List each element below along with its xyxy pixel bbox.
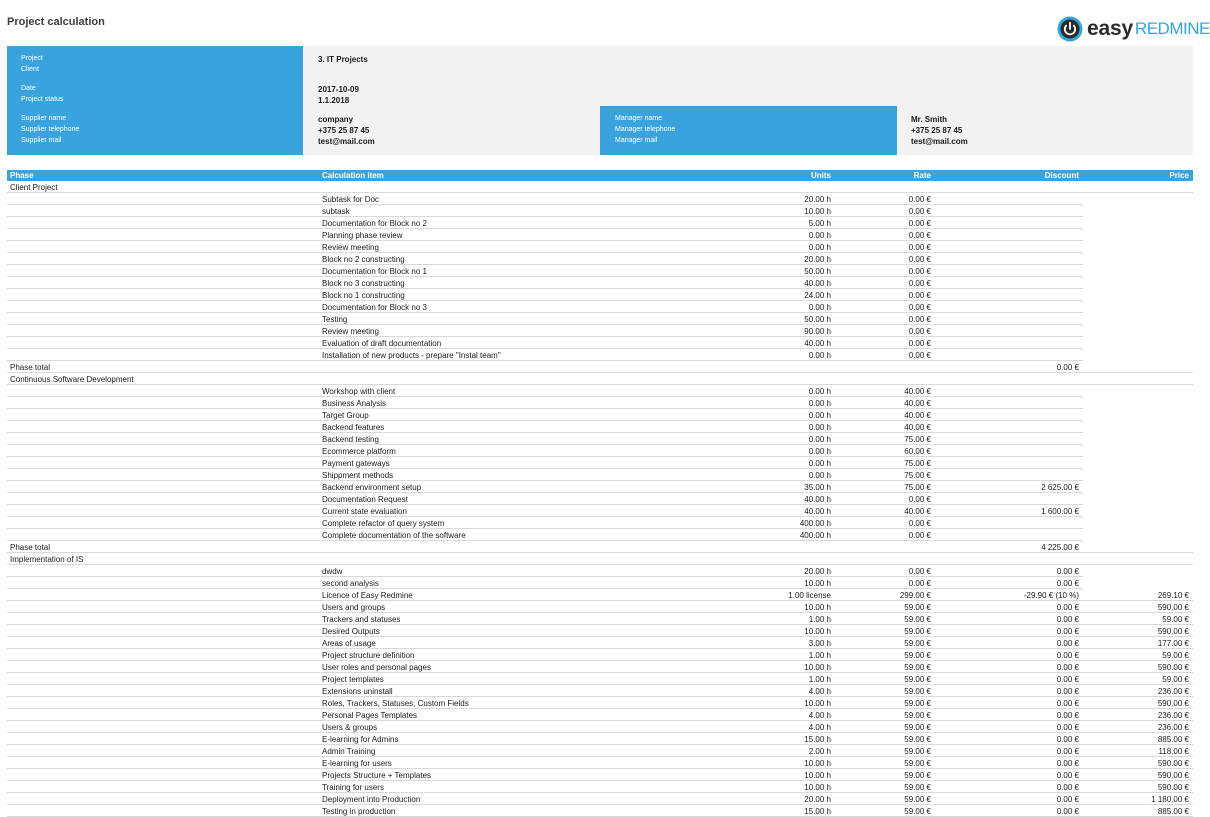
page-title: Project calculation	[7, 16, 105, 28]
rate-cell: 60.00 €	[904, 447, 931, 456]
discount-cell: 0.00 €	[1056, 675, 1079, 684]
units-cell: 0.00 h	[808, 243, 831, 252]
power-icon	[1057, 16, 1083, 42]
price-cell: 59.00 €	[1162, 615, 1189, 624]
rate-cell: 59.00 €	[904, 723, 931, 732]
phase-total-value: 4 225.00 €	[1041, 543, 1079, 552]
units-cell: 4.00 h	[808, 711, 831, 720]
calculation-item-cell: Review meeting	[322, 327, 379, 336]
units-cell: 10.00 h	[804, 783, 831, 792]
rate-cell: 0.00 €	[908, 207, 931, 216]
calculation-item-cell: Backend features	[322, 423, 385, 432]
units-cell: 35.00 h	[804, 483, 831, 492]
discount-cell: 0.00 €	[1056, 795, 1079, 804]
table-row	[7, 757, 1193, 769]
units-cell: 0.00 h	[808, 423, 831, 432]
price-cell: 590.00 €	[1157, 603, 1189, 612]
units-cell: 10.00 h	[804, 603, 831, 612]
calculation-item-cell: Block no 2 constructing	[322, 255, 405, 264]
units-cell: 0.00 h	[808, 411, 831, 420]
project-label: Project	[21, 55, 43, 62]
rate-cell: 40.00 €	[904, 423, 931, 432]
table-row	[7, 217, 1193, 229]
calculation-item-cell: Evaluation of draft documentation	[322, 339, 442, 348]
table-row	[7, 349, 1193, 361]
calculation-item-cell: dwdw	[322, 567, 343, 576]
calculation-item-cell: Complete refactor of query system	[322, 519, 445, 528]
table-row	[7, 313, 1193, 325]
units-cell: 0.00 h	[808, 387, 831, 396]
units-cell: 50.00 h	[804, 315, 831, 324]
calculation-item-cell: Project templates	[322, 675, 384, 684]
phase-name: Continuous Software Development	[10, 375, 134, 384]
calculation-item-cell: Users and groups	[322, 603, 386, 612]
table-row	[7, 565, 1193, 577]
project-status-value: 1.1.2018	[318, 96, 350, 105]
price-cell: 177.00 €	[1157, 639, 1189, 648]
rate-cell: 59.00 €	[904, 639, 931, 648]
discount-cell: 0.00 €	[1056, 759, 1079, 768]
table-row	[7, 781, 1193, 793]
calculation-item-cell: Subtask for Doc	[322, 195, 379, 204]
table-row	[7, 325, 1193, 337]
price-cell: 590.00 €	[1157, 759, 1189, 768]
rate-cell: 59.00 €	[904, 603, 931, 612]
calculation-item-cell: Ecommerce platform	[322, 447, 396, 456]
calculation-item-cell: Testing in production	[322, 807, 396, 816]
rate-cell: 59.00 €	[904, 627, 931, 636]
price-cell: 1 180.00 €	[1151, 795, 1189, 804]
rate-cell: 0.00 €	[908, 231, 931, 240]
calculation-item-cell: Planning phase review	[322, 231, 403, 240]
table-row	[7, 673, 1193, 685]
price-cell: 269.10 €	[1157, 591, 1189, 600]
manager-telephone-label: Manager telephone	[615, 126, 676, 133]
table-row	[7, 397, 1193, 409]
units-cell: 1.00 license	[788, 591, 831, 600]
calculation-item-cell: Projects Structure + Templates	[322, 771, 432, 780]
units-cell: 0.00 h	[808, 231, 831, 240]
units-cell: 10.00 h	[804, 579, 831, 588]
units-cell: 1.00 h	[808, 675, 831, 684]
table-row	[7, 253, 1193, 265]
logo-text-redmine: REDMINE	[1134, 19, 1210, 38]
units-cell: 0.00 h	[808, 351, 831, 360]
rate-cell: 40.00 €	[904, 507, 931, 516]
calculation-item-cell: Project structure definition	[322, 651, 415, 660]
units-cell: 15.00 h	[804, 735, 831, 744]
supplier-name-value: company	[318, 115, 354, 124]
discount-cell: 0.00 €	[1056, 723, 1079, 732]
price-cell: 885.00 €	[1157, 807, 1189, 816]
manager-mail-label: Manager mail	[615, 137, 658, 144]
units-cell: 1.00 h	[808, 615, 831, 624]
discount-cell: 0.00 €	[1056, 603, 1079, 612]
calculation-item-cell: Training for users	[322, 783, 384, 792]
table-row	[7, 637, 1193, 649]
units-cell: 10.00 h	[804, 627, 831, 636]
units-cell: 400.00 h	[799, 519, 831, 528]
rate-cell: 59.00 €	[904, 687, 931, 696]
calculation-item-cell: Block no 3 constructing	[322, 279, 405, 288]
discount-cell: 0.00 €	[1056, 663, 1079, 672]
units-cell: 4.00 h	[808, 723, 831, 732]
units-cell: 40.00 h	[804, 495, 831, 504]
units-cell: 4.00 h	[808, 687, 831, 696]
units-cell: 10.00 h	[804, 771, 831, 780]
units-cell: 0.00 h	[808, 459, 831, 468]
phase-row	[7, 181, 1193, 193]
calculation-item-cell: Documentation for Block no 3	[322, 303, 427, 312]
rate-cell: 59.00 €	[904, 771, 931, 780]
table-row	[7, 685, 1193, 697]
supplier-telephone-label: Supplier telephone	[21, 126, 80, 133]
calculation-item-cell: Documentation Request	[322, 495, 408, 504]
table-row	[7, 289, 1193, 301]
rate-column-header: Rate	[913, 171, 931, 180]
rate-cell: 75.00 €	[904, 471, 931, 480]
calculation-item-cell: Documentation for Block no 1	[322, 267, 427, 276]
phase-total-row	[7, 541, 1193, 553]
discount-cell: -29.90 € (10 %)	[1023, 591, 1079, 600]
table-row	[7, 661, 1193, 673]
calculation-item-cell: E-learning for Admins	[322, 735, 399, 744]
calculation-item-cell: Complete documentation of the software	[322, 531, 466, 540]
units-cell: 20.00 h	[804, 567, 831, 576]
rate-cell: 0.00 €	[908, 195, 931, 204]
calculation-item-column-header: Calculation item	[322, 171, 384, 180]
calculation-item-cell: Testing	[322, 315, 348, 324]
calculation-item-cell: Payment gateways	[322, 459, 390, 468]
rate-cell: 59.00 €	[904, 783, 931, 792]
calculation-item-cell: Roles, Trackers, Statuses, Custom Fields	[322, 699, 469, 708]
table-row	[7, 421, 1193, 433]
supplier-mail-label: Supplier mail	[21, 137, 62, 144]
rate-cell: 0.00 €	[908, 279, 931, 288]
units-cell: 400.00 h	[799, 531, 831, 540]
rate-cell: 0.00 €	[908, 255, 931, 264]
price-cell: 885.00 €	[1157, 735, 1189, 744]
calculation-item-cell: Current state evaluation	[322, 507, 407, 516]
table-row	[7, 229, 1193, 241]
rate-cell: 0.00 €	[908, 267, 931, 276]
rate-cell: 59.00 €	[904, 747, 931, 756]
discount-cell: 0.00 €	[1056, 783, 1079, 792]
project-status-label: Project status	[21, 96, 64, 103]
table-row	[7, 805, 1193, 817]
table-row	[7, 481, 1193, 493]
units-cell: 0.00 h	[808, 471, 831, 480]
calculation-item-cell: second analysis	[322, 579, 379, 588]
rate-cell: 59.00 €	[904, 675, 931, 684]
calculation-item-cell: Personal Pages Templates	[322, 711, 418, 720]
rate-cell: 59.00 €	[904, 795, 931, 804]
discount-cell: 0.00 €	[1056, 627, 1079, 636]
rate-cell: 0.00 €	[908, 495, 931, 504]
table-row	[7, 709, 1193, 721]
phase-total-row	[7, 361, 1193, 373]
price-cell: 590.00 €	[1157, 771, 1189, 780]
table-row	[7, 769, 1193, 781]
table-row	[7, 469, 1193, 481]
easy-redmine-logo	[1057, 15, 1210, 43]
table-row	[7, 457, 1193, 469]
price-cell: 590.00 €	[1157, 663, 1189, 672]
table-row	[7, 721, 1193, 733]
table-row	[7, 241, 1193, 253]
discount-cell: 0.00 €	[1056, 711, 1079, 720]
calculation-item-cell: Block no 1 constructing	[322, 291, 405, 300]
units-cell: 0.00 h	[808, 435, 831, 444]
logo-text-easy: easy	[1087, 17, 1133, 40]
table-row	[7, 193, 1193, 205]
rate-cell: 40.00 €	[904, 399, 931, 408]
table-row	[7, 601, 1193, 613]
discount-cell: 0.00 €	[1056, 747, 1079, 756]
phase-total-label: Phase total	[10, 543, 51, 552]
units-cell: 0.00 h	[808, 303, 831, 312]
units-cell: 5.00 h	[808, 219, 831, 228]
rate-cell: 59.00 €	[904, 807, 931, 816]
rate-cell: 75.00 €	[904, 483, 931, 492]
rate-cell: 0.00 €	[908, 303, 931, 312]
discount-cell: 0.00 €	[1056, 639, 1079, 648]
phase-name: Implementation of IS	[10, 555, 84, 564]
table-row	[7, 385, 1193, 397]
units-column-header: Units	[811, 171, 831, 180]
table-row	[7, 301, 1193, 313]
rate-cell: 59.00 €	[904, 735, 931, 744]
table-row	[7, 625, 1193, 637]
manager-name-value: Mr. Smith	[911, 115, 948, 124]
units-cell: 40.00 h	[804, 279, 831, 288]
rate-cell: 59.00 €	[904, 615, 931, 624]
rate-cell: 0.00 €	[908, 219, 931, 228]
discount-cell: 0.00 €	[1056, 579, 1079, 588]
price-cell: 590.00 €	[1157, 783, 1189, 792]
units-cell: 20.00 h	[804, 195, 831, 204]
table-row	[7, 733, 1193, 745]
discount-column-header: Discount	[1044, 171, 1079, 180]
phase-name: Client Project	[10, 183, 58, 192]
rate-cell: 75.00 €	[904, 435, 931, 444]
units-cell: 0.00 h	[808, 447, 831, 456]
table-row	[7, 649, 1193, 661]
rate-cell: 59.00 €	[904, 711, 931, 720]
price-column-header: Price	[1169, 171, 1189, 180]
calculation-item-cell: Installation of new products - prepare "Instal team"	[322, 351, 501, 360]
calculation-item-cell: Shippment methods	[322, 471, 394, 480]
table-row	[7, 529, 1193, 541]
price-cell: 590.00 €	[1157, 627, 1189, 636]
rate-cell: 0.00 €	[908, 519, 931, 528]
discount-cell: 0.00 €	[1056, 735, 1079, 744]
rate-cell: 0.00 €	[908, 315, 931, 324]
calculation-item-cell: Workshop with client	[322, 387, 396, 396]
units-cell: 1.00 h	[808, 651, 831, 660]
units-cell: 10.00 h	[804, 759, 831, 768]
rate-cell: 0.00 €	[908, 243, 931, 252]
calculation-item-cell: Business Analysis	[322, 399, 387, 408]
project-value: 3. IT Projects	[318, 55, 368, 64]
calculation-item-cell: Target Group	[322, 411, 369, 420]
units-cell: 40.00 h	[804, 507, 831, 516]
calculation-item-cell: Users & groups	[322, 723, 378, 732]
units-cell: 40.00 h	[804, 339, 831, 348]
price-cell: 590.00 €	[1157, 699, 1189, 708]
calculation-item-cell: E-learning for users	[322, 759, 392, 768]
date-label: Date	[21, 85, 36, 92]
calculation-item-cell: Desired Outputs	[322, 627, 380, 636]
calculation-item-cell: Documentation for Block no 2	[322, 219, 427, 228]
rate-cell: 299.00 €	[899, 591, 931, 600]
units-cell: 50.00 h	[804, 267, 831, 276]
rate-cell: 59.00 €	[904, 699, 931, 708]
calculation-item-cell: Extensions uninstall	[322, 687, 393, 696]
discount-cell: 2 625.00 €	[1041, 483, 1079, 492]
discount-cell: 0.00 €	[1056, 687, 1079, 696]
rate-cell: 0.00 €	[908, 351, 931, 360]
discount-cell: 0.00 €	[1056, 567, 1079, 576]
table-row	[7, 493, 1193, 505]
price-cell: 118.00 €	[1158, 747, 1189, 756]
table-row	[7, 277, 1193, 289]
calculation-item-cell: Licence of Easy Redmine	[322, 591, 413, 600]
calculation-item-cell: Areas of usage	[322, 639, 376, 648]
rate-cell: 0.00 €	[908, 567, 931, 576]
calculation-item-cell: Backend environment setup	[322, 483, 422, 492]
table-row	[7, 409, 1193, 421]
units-cell: 10.00 h	[804, 699, 831, 708]
manager-name-label: Manager name	[615, 115, 663, 122]
supplier-mail-value: test@mail.com	[318, 137, 375, 146]
supplier-name-label: Supplier name	[21, 115, 67, 122]
calculation-item-cell: User roles and personal pages	[322, 663, 431, 672]
price-cell: 59.00 €	[1162, 675, 1189, 684]
table-row	[7, 697, 1193, 709]
phase-row	[7, 553, 1193, 565]
table-row	[7, 205, 1193, 217]
table-row	[7, 445, 1193, 457]
rate-cell: 0.00 €	[908, 531, 931, 540]
price-cell: 236.00 €	[1157, 711, 1189, 720]
rate-cell: 59.00 €	[904, 663, 931, 672]
discount-cell: 0.00 €	[1056, 699, 1079, 708]
phase-total-value: 0.00 €	[1056, 363, 1079, 372]
units-cell: 3.00 h	[808, 639, 831, 648]
phase-column-header: Phase	[10, 171, 34, 180]
rate-cell: 0.00 €	[908, 327, 931, 336]
units-cell: 20.00 h	[804, 795, 831, 804]
calculation-item-cell: Admin Training	[322, 747, 376, 756]
units-cell: 2.00 h	[808, 747, 831, 756]
phase-row	[7, 373, 1193, 385]
rate-cell: 40.00 €	[904, 411, 931, 420]
discount-cell: 0.00 €	[1056, 651, 1079, 660]
units-cell: 10.00 h	[804, 207, 831, 216]
calculation-table-body	[7, 181, 1193, 817]
supplier-telephone-value: +375 25 87 45	[318, 126, 370, 135]
table-row	[7, 337, 1193, 349]
calculation-item-cell: Deployment into Production	[322, 795, 421, 804]
client-label: Client	[21, 66, 39, 73]
calculation-item-cell: Review meeting	[322, 243, 379, 252]
price-cell: 59.00 €	[1162, 651, 1189, 660]
units-cell: 10.00 h	[804, 663, 831, 672]
units-cell: 24.00 h	[804, 291, 831, 300]
table-row	[7, 433, 1193, 445]
rate-cell: 59.00 €	[904, 651, 931, 660]
rate-cell: 40.00 €	[904, 387, 931, 396]
units-cell: 20.00 h	[804, 255, 831, 264]
table-row	[7, 265, 1193, 277]
rate-cell: 59.00 €	[904, 759, 931, 768]
discount-cell: 1 600.00 €	[1041, 507, 1079, 516]
rate-cell: 0.00 €	[908, 339, 931, 348]
table-row	[7, 793, 1193, 805]
units-cell: 15.00 h	[804, 807, 831, 816]
price-cell: 236.00 €	[1157, 723, 1189, 732]
manager-telephone-value: +375 25 87 45	[911, 126, 963, 135]
manager-mail-value: test@mail.com	[911, 137, 968, 146]
rate-cell: 0.00 €	[908, 291, 931, 300]
discount-cell: 0.00 €	[1056, 807, 1079, 816]
rate-cell: 75.00 €	[904, 459, 931, 468]
discount-cell: 0.00 €	[1056, 771, 1079, 780]
table-row	[7, 745, 1193, 757]
calculation-item-cell: subtask	[322, 207, 350, 216]
table-row	[7, 589, 1193, 601]
calculation-item-cell: Backend testing	[322, 435, 379, 444]
table-row	[7, 505, 1193, 517]
table-row	[7, 613, 1193, 625]
date-value: 2017-10-09	[318, 85, 359, 94]
discount-cell: 0.00 €	[1056, 615, 1079, 624]
price-cell: 236.00 €	[1157, 687, 1189, 696]
phase-total-label: Phase total	[10, 363, 51, 372]
table-row	[7, 577, 1193, 589]
calculation-table-header	[7, 170, 1193, 181]
units-cell: 0.00 h	[808, 399, 831, 408]
calculation-item-cell: Trackers and statuses	[322, 615, 401, 624]
rate-cell: 0.00 €	[908, 579, 931, 588]
units-cell: 90.00 h	[804, 327, 831, 336]
table-row	[7, 517, 1193, 529]
